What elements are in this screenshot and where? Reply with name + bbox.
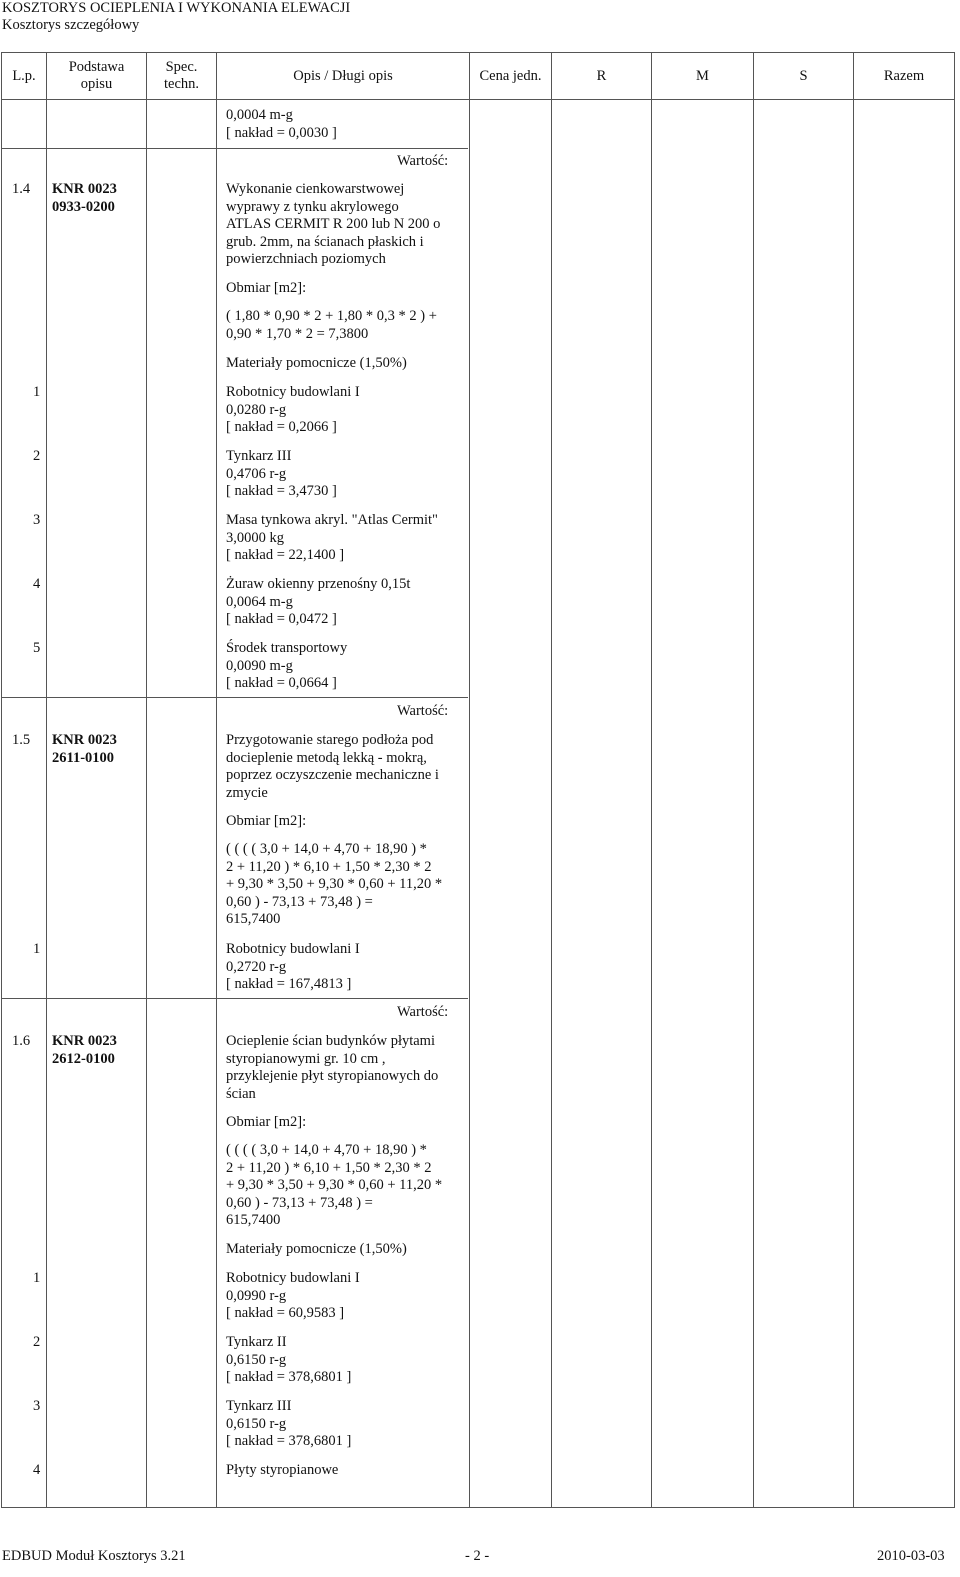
resource-naklad: [ nakład = 378,6801 ] [226, 1433, 352, 1449]
materialy-pomocnicze: Materiały pomocnicze (1,50%) [226, 355, 407, 371]
resource-naklad: [ nakład = 22,1400 ] [226, 547, 345, 563]
footer-date: 2010-03-03 [877, 1548, 945, 1564]
obmiar-formula: ( ( ( ( 3,0 + 14,0 + 4,70 + 18,90 ) * 2 + 11,20 ) * 6,10 + 1,50 * 2,30 * 2 + 9,30 * 3,50 + 9,30 * 0,60 + 11,20 * 0,60 ) - 73,13 + 73,48 ) = 615,7400 [226, 841, 443, 928]
col-header-m: M [652, 53, 754, 100]
col-header-razem: Razem [854, 53, 955, 100]
resource-qty: 3,0000 kg [226, 530, 284, 546]
col-header-opis: Opis / Długi opis [217, 53, 470, 100]
col-header-spec: Spec. techn. [147, 53, 217, 100]
obmiar-formula: ( 1,80 * 0,90 * 2 + 1,80 * 0,3 * 2 ) + 0,90 * 1,70 * 2 = 7,3800 [226, 308, 437, 342]
item-wartosc: Wartość: [397, 1004, 449, 1020]
obmiar-formula: ( ( ( ( 3,0 + 14,0 + 4,70 + 18,90 ) * 2 + 11,20 ) * 6,10 + 1,50 * 2,30 * 2 + 9,30 * 3,50 + 9,30 * 0,60 + 11,20 * 0,60 ) - 73,13 + 73,48 ) = 615,7400 [226, 1142, 443, 1229]
col-header-r: R [552, 53, 652, 100]
resource-name: Tynkarz III [226, 448, 292, 464]
resource-qty: 0,6150 r-g [226, 1352, 287, 1368]
obmiar-label: Obmiar [m2]: [226, 1114, 307, 1130]
resource-name: Masa tynkowa akryl. "Atlas Cermit" [226, 512, 438, 528]
item-lp: 1.5 [12, 732, 31, 748]
carry-qty: 0,0004 m-g [226, 107, 293, 123]
resource-number: 2 [33, 448, 41, 464]
resource-name: Robotnicy budowlani I [226, 941, 360, 957]
col-header-cena: Cena jedn. [470, 53, 552, 100]
resource-name: Środek transportowy [226, 640, 348, 656]
item-lp: 1.6 [12, 1033, 31, 1049]
col-header-s: S [754, 53, 854, 100]
resource-naklad: [ nakład = 60,9583 ] [226, 1305, 345, 1321]
resource-name: Robotnicy budowlani I [226, 384, 360, 400]
resource-naklad: [ nakład = 0,0664 ] [226, 675, 337, 691]
resource-qty: 0,0280 r-g [226, 402, 287, 418]
item-lp: 1.4 [12, 181, 31, 197]
item-description: Wykonanie cienkowarstwowej wyprawy z tynku akrylowego ATLAS CERMIT R 200 lub N 200 o grub. 2mm, na ścianach płaskich i powierzchniach poziomych [226, 181, 441, 268]
item-code: KNR 0023 2611-0100 [52, 732, 117, 766]
item-description: Przygotowanie starego podłoża pod docieplenie metodą lekką - mokrą, poprzez oczyszczenie mechaniczne i zmycie [226, 732, 439, 801]
document-title: KOSZTORYS OCIEPLENIA I WYKONANIA ELEWACJI [2, 0, 351, 16]
resource-number: 1 [33, 941, 41, 957]
cost-table [1, 52, 955, 1508]
table-header-row [2, 53, 955, 100]
resource-number: 5 [33, 640, 41, 656]
resource-qty: 0,6150 r-g [226, 1416, 287, 1432]
obmiar-label: Obmiar [m2]: [226, 280, 307, 296]
item-description: Ocieplenie ścian budynków płytami styropianowymi gr. 10 cm , przyklejenie płyt styropianowych do ścian [226, 1033, 439, 1102]
carry-wartosc: Wartość: [397, 153, 449, 169]
resource-qty: 0,0090 m-g [226, 658, 293, 674]
item-code: KNR 0023 0933-0200 [52, 181, 117, 215]
resource-naklad: [ nakład = 0,0472 ] [226, 611, 337, 627]
resource-naklad: [ nakład = 167,4813 ] [226, 976, 352, 992]
carry-naklad: [ nakład = 0,0030 ] [226, 125, 337, 141]
row-separator [1, 697, 468, 698]
resource-number: 1 [33, 1270, 41, 1286]
item-code: KNR 0023 2612-0100 [52, 1033, 117, 1067]
resource-name: Tynkarz II [226, 1334, 287, 1350]
resource-number: 2 [33, 1334, 41, 1350]
resource-qty: 0,0064 m-g [226, 594, 293, 610]
resource-name: Robotnicy budowlani I [226, 1270, 360, 1286]
document-subtitle: Kosztorys szczegółowy [2, 17, 140, 33]
resource-number: 4 [33, 576, 41, 592]
resource-naklad: [ nakład = 0,2066 ] [226, 419, 337, 435]
item-wartosc: Wartość: [397, 703, 449, 719]
col-header-podstawa: Podstawa opisu [47, 53, 147, 100]
resource-name: Płyty styropianowe [226, 1462, 339, 1478]
table-body [2, 100, 955, 1508]
resource-number: 4 [33, 1462, 41, 1478]
resource-qty: 0,0990 r-g [226, 1288, 287, 1304]
row-separator [1, 998, 468, 999]
resource-number: 3 [33, 512, 41, 528]
resource-number: 3 [33, 1398, 41, 1414]
obmiar-label: Obmiar [m2]: [226, 813, 307, 829]
resource-name: Żuraw okienny przenośny 0,15t [226, 576, 411, 592]
footer-software: EDBUD Moduł Kosztorys 3.21 [2, 1548, 186, 1564]
materialy-pomocnicze: Materiały pomocnicze (1,50%) [226, 1241, 407, 1257]
resource-number: 1 [33, 384, 41, 400]
resource-naklad: [ nakład = 378,6801 ] [226, 1369, 352, 1385]
col-header-lp: L.p. [2, 53, 47, 100]
resource-name: Tynkarz III [226, 1398, 292, 1414]
resource-qty: 0,4706 r-g [226, 466, 287, 482]
row-separator [1, 148, 468, 149]
resource-qty: 0,2720 r-g [226, 959, 287, 975]
footer-page-number: - 2 - [465, 1548, 490, 1564]
resource-naklad: [ nakład = 3,4730 ] [226, 483, 337, 499]
